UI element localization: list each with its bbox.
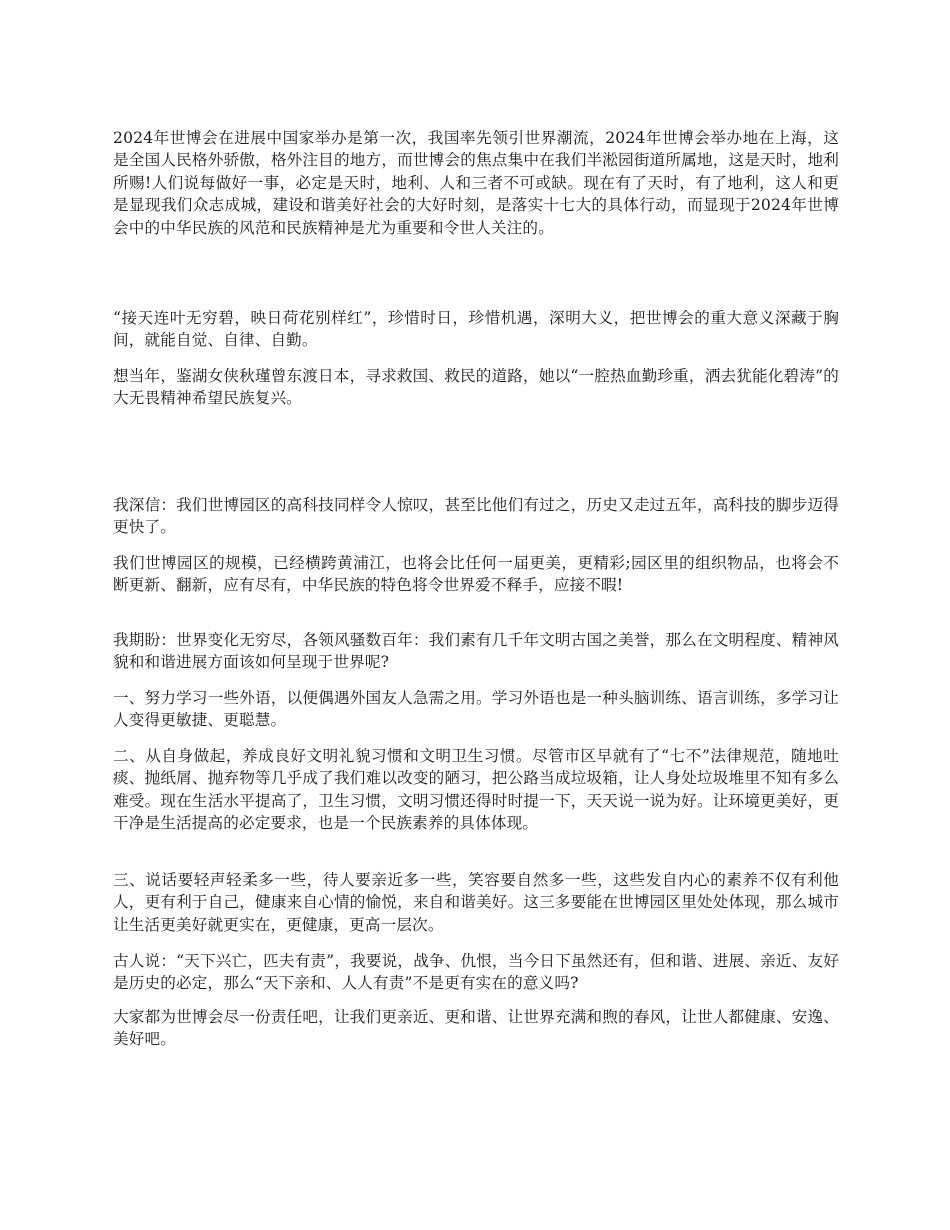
paragraph-5: 我们世博园区的规模，已经横跨黄浦江，也将会比任何一届更美，更精彩;园区里的组织物品，也将会不断更新、翻新，应有尽有，中华民族的特色将令世界爱不释手，应接不暇! (113, 554, 839, 595)
paragraph-9: 三、说话要轻声轻柔多一些，待人要亲近多一些，笑容要自然多一些，这些发自内心的素养不仅有利他人，更有利于自己，健康来自心情的愉悦，来自和谐美好。这三多要能在世博园区里处处体现，那么城市让生活更美好就更实在，更健康，更高一层次。 (113, 871, 839, 934)
paragraph-7: 一、努力学习一些外语，以便偶遇外国友人急需之用。学习外语也是一种头脑训练、语言训练，多学习让人变得更敏捷、更聪慧。 (113, 689, 839, 730)
paragraph-11: 大家都为世博会尽一份责任吧，让我们更亲近、更和谐、让世界充满和煦的春风，让世人都健康、安逸、美好吧。 (113, 1008, 839, 1049)
paragraph-1: 2024年世博会在进展中国家举办是第一次，我国率先领引世界潮流，2024年世博会举办地在上海，这是全国人民格外骄傲，格外注目的地方，而世博会的焦点集中在我们半淞园街道所属地，这是天时，地利所赐!人们说每做好一事，必定是天时，地利、人和三者不可或缺。现在有了天时，有了地利，这人和更是显现我们众志成城，建设和谐美好社会的大好时刻，是落实十七大的具体行动，而显现于2024年世博会中的中华民族的风范和民族精神是尤为重要和令世人关注的。 (113, 129, 839, 237)
paragraph-6: 我期盼：世界变化无穷尽，各领风骚数百年：我们素有几千年文明古国之美誉，那么在文明程度、精神风貌和和谐进展方面该如何呈现于世界呢? (113, 631, 839, 672)
paragraph-10: 古人说：“天下兴亡，匹夫有责”，我要说，战争、仇恨，当今日下虽然还有，但和谐、进展、亲近、友好是历史的必定，那么“天下亲和、人人有责”不是更有实在的意义吗? (113, 952, 839, 993)
paragraph-3: 想当年，鉴湖女侠秋瑾曾东渡日本，寻求救国、救民的道路，她以“一腔热血勤珍重，洒去犹能化碧涛”的大无畏精神希望民族复兴。 (113, 367, 839, 408)
paragraph-8: 二、从自身做起，养成良好文明礼貌习惯和文明卫生习惯。尽管市区早就有了“七不”法律规范，随地吐痰、抛纸屑、抛弃物等几乎成了我们难以改变的陋习，把公路当成垃圾箱，让人身处垃圾堆里不知有多么难受。现在生活水平提高了，卫生习惯，文明习惯还得时时提一下，天天说一说为好。让环境更美好，更干净是生活提高的必定要求，也是一个民族素养的具体体现。 (113, 747, 839, 833)
paragraph-2: “接天连叶无穷碧，映日荷花别样红”，珍惜时日，珍惜机遇，深明大义，把世博会的重大意义深藏于胸间，就能自觉、自律、自勤。 (113, 309, 839, 350)
paragraph-4: 我深信：我们世博园区的高科技同样令人惊叹，甚至比他们有过之，历史又走过五年，高科技的脚步迈得更快了。 (113, 496, 839, 537)
